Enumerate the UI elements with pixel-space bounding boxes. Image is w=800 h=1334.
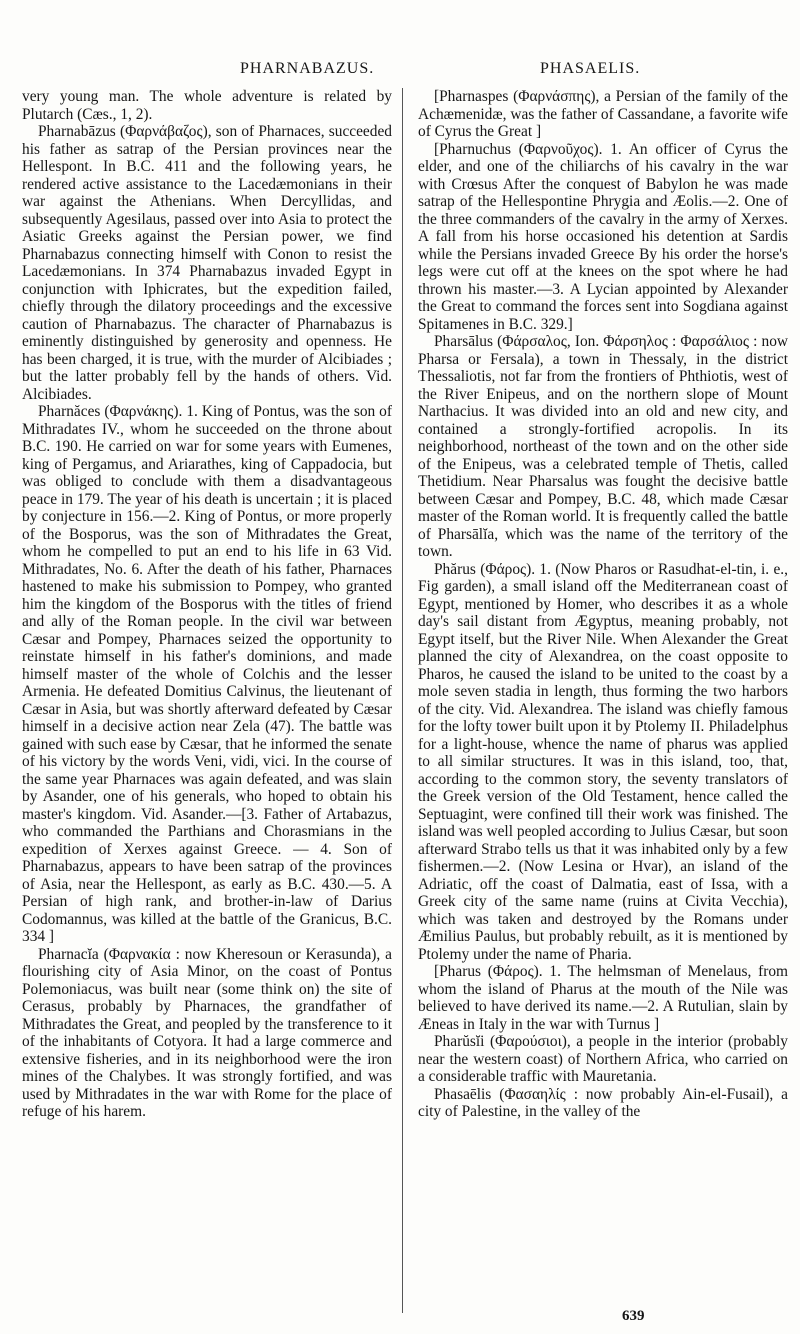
entry-pharnacia: Pharnacĭa (Φαρνακία : now Kheresoun or Kerasunda), a flourishing city of Asia Minor, on the coast of Pontus Polemoniacus, was built near (some think on) the site of Cerasus, probably by Pharnaces, the grandfather of Mithradates the Great, and peopled by the transference to it of the inhabitants of Cotyora. It had a large commerce and extensive fisheries, and in its neighborhood were the iron mines of the Chalybes. It was strongly fortified, and was used by Mithradates in the war with Rome for the place of refuge of his harem.	[22, 945, 392, 1120]
entry-pharnuchus: [Pharnuchus (Φαρνοῦχος). 1. An officer of Cyrus the elder, and one of the chiliarchs of his cavalry in the war with Crœsus After the conquest of Babylon he was made satrap of the Hellespontine Phrygia and Æolis.—2. One of the three commanders of the cavalry in the army of Xerxes. A fall from his horse occasioned his detention at Sardis while the Persians invaded Greece By his order the horse's legs were cut off at the knees on the spot where he had thrown his master.—3. A Lycian appointed by Alexander the Great to command the forces sent into Sogdiana against Spitamenes in B.C. 329.]	[418, 140, 788, 333]
entry-pharus-2: [Pharus (Φάρος). 1. The helmsman of Menelaus, from whom the island of Pharus at the mouth of the Nile was believed to have derived its name.—2. A Rutulian, slain by Æneas in Italy in the war with Turnus ]	[418, 963, 788, 1033]
left-column	[22, 88, 392, 1121]
entry-pharsalus: Pharsālus (Φάρσαλος, Ion. Φάρσηλος : Φαρσάλιος : now Pharsa or Fersala), a town in Thessaly, in the district Thessaliotis, not far from the frontiers of Phthiotis, west of the River Enipeus, and on the northern slope of Mount Narthacius. It was divided into an old and new city, and contained a strongly-fortified acropolis. In its neighborhood, northeast of the town and on the other side of the Enipeus, was a celebrated temple of Thetis, called Thetidium. Near Pharsalus was fought the decisive battle between Cæsar and Pompey, B.C. 48, which made Cæsar master of the Roman world. It is frequently called the battle of Pharsālĭa, which was the name of the territory of the town.	[418, 333, 788, 560]
entry-continuation: very young man. The whole adventure is related by Plutarch (Cæs., 1, 2).	[22, 88, 392, 123]
running-head-left: PHARNABAZUS.	[240, 60, 375, 77]
entry-pharnaspes: [Pharnaspes (Φαρνάσπης), a Persian of the family of the Achæmenidæ, was the father of Cassandane, a favorite wife of Cyrus the Great ]	[418, 88, 788, 140]
right-column	[418, 88, 788, 1121]
entry-phasaelis: Phasaēlis (Φασαηλίς : now probably Ain-el-Fusail), a city of Palestine, in the valley of the	[418, 1085, 788, 1120]
entry-pharnabazus: Pharnabāzus (Φαρνάβαζος), son of Pharnaces, succeeded his father as satrap of the Persian provinces near the Hellespont. In B.C. 411 and the following years, he rendered active assistance to the Lacedæmonians in their war against the Athenians. When Dercyllidas, and subsequently Agesilaus, passed over into Asia to protect the Asiatic Greeks against the Persian power, we find Pharnabazus connecting himself with Conon to resist the Lacedæmonians. In 374 Pharnabazus invaded Egypt in conjunction with Iphicrates, but the expedition failed, chiefly through the dilatory proceedings and the excessive caution of Pharnabazus. The character of Pharnabazus is eminently distinguished by generosity and openness. He has been charged, it is true, with the murder of Alcibiades ; but the latter probably fell by the hands of others. Vid. Alcibiades.	[22, 123, 392, 403]
column-divider	[402, 88, 403, 1313]
entry-pharusii: Pharŭsĭi (Φαρούσιοι), a people in the interior (probably near the western coast) of Northern Africa, who carried on a considerable traffic with Mauretania.	[418, 1033, 788, 1085]
page-number: 639	[622, 1308, 645, 1324]
entry-pharnaces: Pharnăces (Φαρνάκης). 1. King of Pontus, was the son of Mithradates IV., whom he succeeded on the throne about B.C. 190. He carried on war for some years with Eumenes, king of Pergamus, and Ariarathes, king of Cappadocia, but was obliged to conclude with them a disadvantageous peace in 179. The year of his death is uncertain ; it is placed by conjecture in 156.—2. King of Pontus, or more properly of the Bosporus, was the son of Mithradates the Great, whom he compelled to put an end to his life in 63 Vid. Mithradates, No. 6. After the death of his father, Pharnaces hastened to make his submission to Pompey, who granted him the kingdom of the Bosporus with the titles of friend and ally of the Roman people. In the civil war between Cæsar and Pompey, Pharnaces seized the opportunity to reinstate himself in his father's dominions, and made himself master of the whole of Colchis and the lesser Armenia. He defeated Domitius Calvinus, the lieutenant of Cæsar in Asia, but was shortly afterward defeated by Cæsar himself in a decisive action near Zela (47). The battle was gained with such ease by Cæsar, that he informed the senate of his victory by the words Veni, vidi, vici. In the course of the same year Pharnaces was again defeated, and was slain by Asander, one of his generals, who hoped to obtain his master's kingdom. Vid. Asander.—[3. Father of Artabazus, who commanded the Parthians and Chorasmians in the expedition of Xerxes against Greece. — 4. Son of Pharnabazus, appears to have been satrap of the provinces of Asia, near the Hellespont, as early as B.C. 430.—5. A Persian of high rank, and brother-in-law of Darius Codomannus, was killed at the battle of the Granicus, B.C. 334 ]	[22, 403, 392, 945]
entry-pharus: Phărus (Φάρος). 1. (Now Pharos or Rasudhat-el-tin, i. e., Fig garden), a small island off the Mediterranean coast of Egypt, mentioned by Homer, who describes it as a whole day's sail distant from Ægyptus, meaning probably, not Egypt itself, but the River Nile. When Alexander the Great planned the city of Alexandrea, on the coast opposite to Pharos, he caused the island to be united to the coast by a mole seven stadia in length, thus forming the two harbors of the city. Vid. Alexandrea. The island was chiefly famous for the lofty tower built upon it by Ptolemy II. Philadelphus for a light-house, whence the name of pharus was applied to all similar structures. It was in this island, too, that, according to the common story, the seventy translators of the Greek version of the Old Testament, hence called the Septuagint, were confined till their work was finished. The island was well peopled according to Julius Cæsar, but soon afterward Strabo tells us that it was inhabited only by a few fishermen.—2. (Now Lesina or Hvar), an island of the Adriatic, off the coast of Dalmatia, east of Issa, with a Greek city of the same name (ruins at Civita Vecchia), which was taken and destroyed by the Romans under Æmilius Paulus, but probably rebuilt, as it is mentioned by Ptolemy under the name of Pharia.	[418, 560, 788, 963]
running-head-right: PHASAELIS.	[540, 60, 641, 77]
